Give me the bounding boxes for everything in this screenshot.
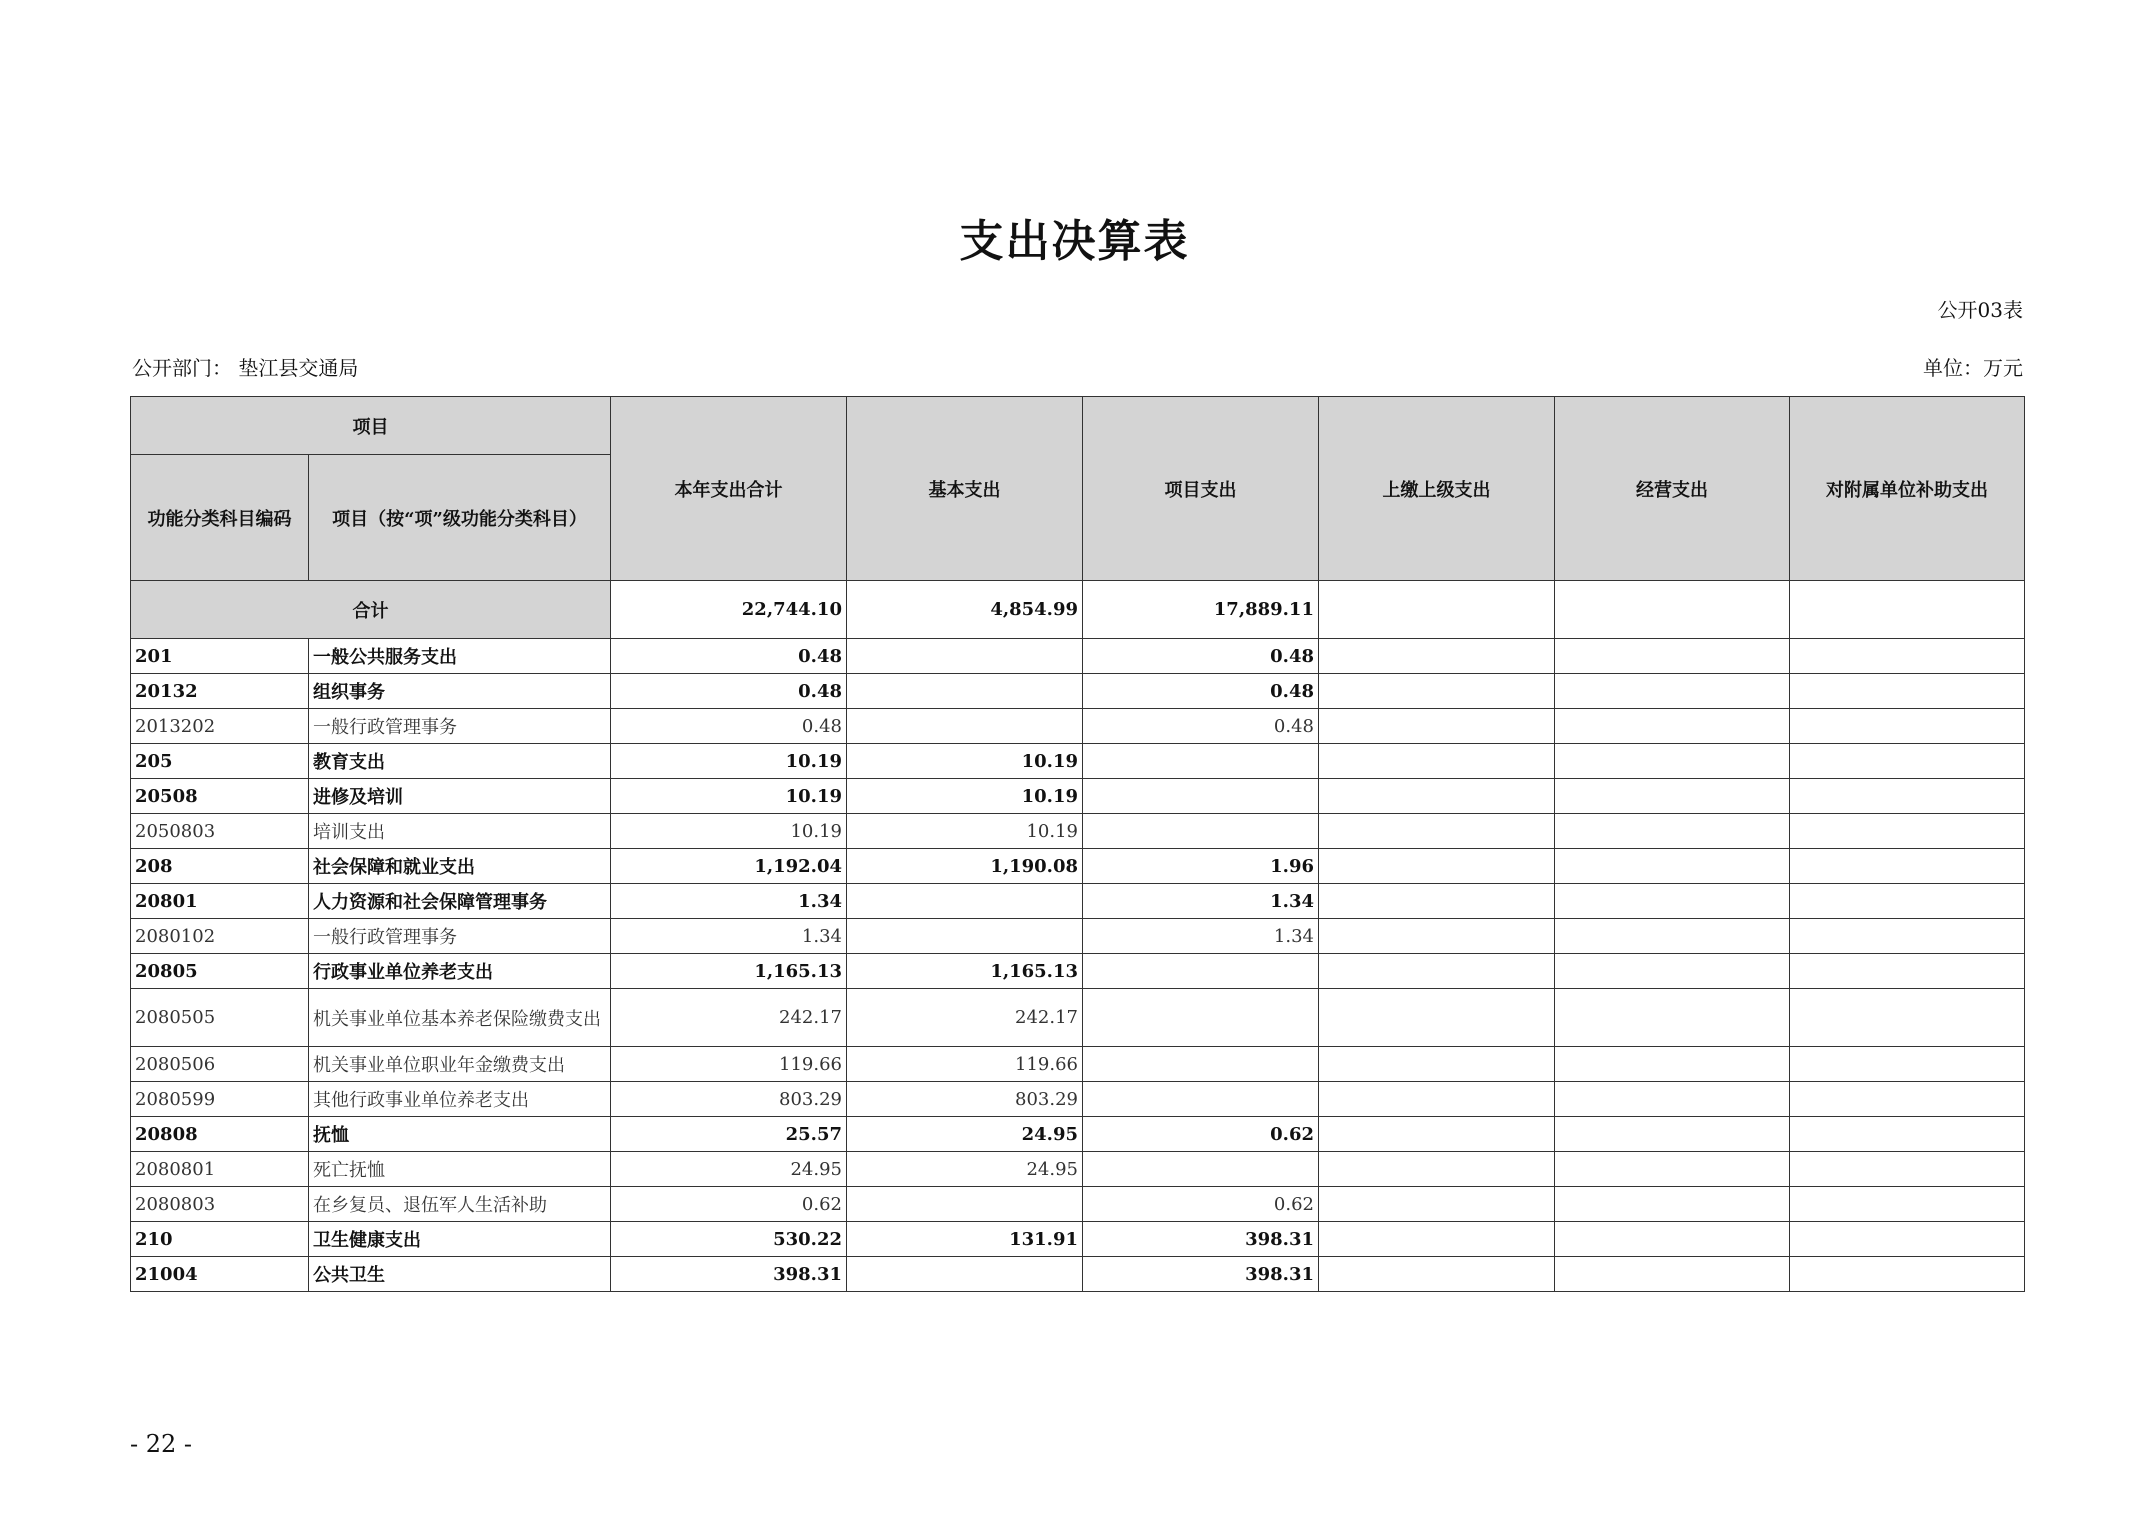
- header-code: 功能分类科目编码: [131, 455, 309, 581]
- total-business: [1555, 581, 1790, 639]
- row-code: 2080102: [131, 919, 309, 954]
- total-row: [131, 581, 2025, 639]
- total-project: 17,889.11: [1083, 581, 1319, 639]
- row-business: [1555, 779, 1790, 814]
- row-upper: [1319, 744, 1555, 779]
- header-total: 本年支出合计: [611, 397, 847, 581]
- row-business: [1555, 709, 1790, 744]
- row-project: 0.62: [1083, 1117, 1319, 1152]
- row-upper: [1319, 1047, 1555, 1082]
- row-upper: [1319, 919, 1555, 954]
- table-row: [131, 849, 2025, 884]
- row-subsidy: [1790, 1187, 2025, 1222]
- row-name: 机关事业单位职业年金缴费支出: [309, 1047, 611, 1082]
- row-name: 抚恤: [309, 1117, 611, 1152]
- header-name: 项目（按“项”级功能分类科目）: [309, 455, 611, 581]
- row-subsidy: [1790, 919, 2025, 954]
- row-total: 119.66: [611, 1047, 847, 1082]
- row-basic: 24.95: [847, 1117, 1083, 1152]
- row-code: 2013202: [131, 709, 309, 744]
- table-row: [131, 1152, 2025, 1187]
- row-upper: [1319, 849, 1555, 884]
- row-project: 1.34: [1083, 884, 1319, 919]
- row-name: 卫生健康支出: [309, 1222, 611, 1257]
- table-row: [131, 919, 2025, 954]
- row-project: [1083, 1047, 1319, 1082]
- row-total: 10.19: [611, 814, 847, 849]
- row-business: [1555, 919, 1790, 954]
- table-row: [131, 1257, 2025, 1292]
- table-row: [131, 744, 2025, 779]
- row-project: [1083, 779, 1319, 814]
- table-row: [131, 954, 2025, 989]
- header-upper: 上缴上级支出: [1319, 397, 1555, 581]
- total-sum: 22,744.10: [611, 581, 847, 639]
- row-name: 行政事业单位养老支出: [309, 954, 611, 989]
- row-project: [1083, 744, 1319, 779]
- row-subsidy: [1790, 744, 2025, 779]
- table-row: [131, 989, 2025, 1047]
- row-code: 208: [131, 849, 309, 884]
- row-code: 201: [131, 639, 309, 674]
- table-row: [131, 884, 2025, 919]
- row-total: 10.19: [611, 744, 847, 779]
- row-project: 1.34: [1083, 919, 1319, 954]
- row-upper: [1319, 1222, 1555, 1257]
- row-basic: 10.19: [847, 779, 1083, 814]
- row-project: [1083, 814, 1319, 849]
- row-project: 1.96: [1083, 849, 1319, 884]
- row-total: 1,192.04: [611, 849, 847, 884]
- row-basic: 119.66: [847, 1047, 1083, 1082]
- row-basic: 24.95: [847, 1152, 1083, 1187]
- row-code: 2080599: [131, 1082, 309, 1117]
- row-business: [1555, 1222, 1790, 1257]
- row-business: [1555, 1082, 1790, 1117]
- row-subsidy: [1790, 709, 2025, 744]
- row-business: [1555, 1152, 1790, 1187]
- page-number: - 22 -: [130, 1430, 193, 1458]
- row-name: 人力资源和社会保障管理事务: [309, 884, 611, 919]
- table-row: [131, 674, 2025, 709]
- row-total: 0.48: [611, 639, 847, 674]
- row-name: 培训支出: [309, 814, 611, 849]
- total-label: 合计: [131, 581, 611, 639]
- form-number: 公开03表: [1937, 298, 2023, 322]
- row-name: 教育支出: [309, 744, 611, 779]
- table-row: [131, 1187, 2025, 1222]
- row-basic: [847, 709, 1083, 744]
- row-name: 其他行政事业单位养老支出: [309, 1082, 611, 1117]
- row-basic: [847, 639, 1083, 674]
- row-code: 2080505: [131, 989, 309, 1047]
- row-code: 20808: [131, 1117, 309, 1152]
- row-basic: [847, 1257, 1083, 1292]
- row-business: [1555, 989, 1790, 1047]
- row-business: [1555, 1257, 1790, 1292]
- row-name: 组织事务: [309, 674, 611, 709]
- table-row: [131, 639, 2025, 674]
- row-code: 2080803: [131, 1187, 309, 1222]
- row-upper: [1319, 674, 1555, 709]
- row-total: 0.62: [611, 1187, 847, 1222]
- table-row: [131, 1047, 2025, 1082]
- row-basic: 131.91: [847, 1222, 1083, 1257]
- row-basic: [847, 674, 1083, 709]
- row-upper: [1319, 1082, 1555, 1117]
- row-business: [1555, 954, 1790, 989]
- row-business: [1555, 884, 1790, 919]
- unit-label: 单位：万元: [1923, 356, 2023, 380]
- row-code: 20801: [131, 884, 309, 919]
- row-upper: [1319, 814, 1555, 849]
- row-upper: [1319, 1187, 1555, 1222]
- row-basic: 10.19: [847, 814, 1083, 849]
- row-code: 20508: [131, 779, 309, 814]
- row-business: [1555, 849, 1790, 884]
- row-basic: 1,190.08: [847, 849, 1083, 884]
- row-project: 0.62: [1083, 1187, 1319, 1222]
- row-name: 社会保障和就业支出: [309, 849, 611, 884]
- row-business: [1555, 639, 1790, 674]
- row-total: 1.34: [611, 884, 847, 919]
- header-basic: 基本支出: [847, 397, 1083, 581]
- header-project-group: 项目: [131, 397, 611, 455]
- header-project: 项目支出: [1083, 397, 1319, 581]
- row-project: 0.48: [1083, 709, 1319, 744]
- row-subsidy: [1790, 779, 2025, 814]
- row-project: [1083, 989, 1319, 1047]
- row-subsidy: [1790, 1152, 2025, 1187]
- row-subsidy: [1790, 674, 2025, 709]
- row-total: 398.31: [611, 1257, 847, 1292]
- row-total: 803.29: [611, 1082, 847, 1117]
- row-upper: [1319, 1257, 1555, 1292]
- total-upper: [1319, 581, 1555, 639]
- row-name: 在乡复员、退伍军人生活补助: [309, 1187, 611, 1222]
- row-project: [1083, 1082, 1319, 1117]
- row-total: 530.22: [611, 1222, 847, 1257]
- row-code: 205: [131, 744, 309, 779]
- row-code: 20132: [131, 674, 309, 709]
- row-project: 398.31: [1083, 1222, 1319, 1257]
- row-name: 死亡抚恤: [309, 1152, 611, 1187]
- row-subsidy: [1790, 849, 2025, 884]
- total-subsidy: [1790, 581, 2025, 639]
- expenditure-table: [130, 396, 2025, 1292]
- row-upper: [1319, 1152, 1555, 1187]
- row-subsidy: [1790, 954, 2025, 989]
- row-project: [1083, 954, 1319, 989]
- row-total: 1,165.13: [611, 954, 847, 989]
- department-label: 公开部门： 垫江县交通局: [132, 356, 359, 380]
- row-upper: [1319, 639, 1555, 674]
- row-code: 2050803: [131, 814, 309, 849]
- table-row: [131, 814, 2025, 849]
- row-code: 210: [131, 1222, 309, 1257]
- table-row: [131, 1082, 2025, 1117]
- row-name: 一般公共服务支出: [309, 639, 611, 674]
- row-business: [1555, 814, 1790, 849]
- row-subsidy: [1790, 814, 2025, 849]
- row-name: 一般行政管理事务: [309, 709, 611, 744]
- row-basic: 1,165.13: [847, 954, 1083, 989]
- total-basic: 4,854.99: [847, 581, 1083, 639]
- row-subsidy: [1790, 884, 2025, 919]
- row-business: [1555, 674, 1790, 709]
- row-name: 机关事业单位基本养老保险缴费支出: [309, 989, 611, 1047]
- row-name: 一般行政管理事务: [309, 919, 611, 954]
- row-total: 10.19: [611, 779, 847, 814]
- row-name: 进修及培训: [309, 779, 611, 814]
- row-subsidy: [1790, 989, 2025, 1047]
- row-upper: [1319, 779, 1555, 814]
- table-row: [131, 1222, 2025, 1257]
- page-title: 支出决算表: [959, 216, 1190, 267]
- row-project: 0.48: [1083, 639, 1319, 674]
- row-upper: [1319, 1117, 1555, 1152]
- row-code: 2080801: [131, 1152, 309, 1187]
- row-subsidy: [1790, 1047, 2025, 1082]
- row-name: 公共卫生: [309, 1257, 611, 1292]
- row-basic: [847, 884, 1083, 919]
- row-code: 20805: [131, 954, 309, 989]
- row-subsidy: [1790, 639, 2025, 674]
- row-upper: [1319, 884, 1555, 919]
- row-project: 398.31: [1083, 1257, 1319, 1292]
- row-project: [1083, 1152, 1319, 1187]
- row-total: 24.95: [611, 1152, 847, 1187]
- row-total: 25.57: [611, 1117, 847, 1152]
- row-basic: [847, 919, 1083, 954]
- row-total: 242.17: [611, 989, 847, 1047]
- row-business: [1555, 1047, 1790, 1082]
- row-basic: 10.19: [847, 744, 1083, 779]
- row-business: [1555, 1187, 1790, 1222]
- row-total: 0.48: [611, 674, 847, 709]
- row-total: 0.48: [611, 709, 847, 744]
- row-business: [1555, 1117, 1790, 1152]
- table-row: [131, 709, 2025, 744]
- row-basic: 242.17: [847, 989, 1083, 1047]
- row-code: 2080506: [131, 1047, 309, 1082]
- header-business: 经营支出: [1555, 397, 1790, 581]
- row-project: 0.48: [1083, 674, 1319, 709]
- row-basic: [847, 1187, 1083, 1222]
- row-code: 21004: [131, 1257, 309, 1292]
- row-total: 1.34: [611, 919, 847, 954]
- row-upper: [1319, 709, 1555, 744]
- row-subsidy: [1790, 1082, 2025, 1117]
- header-subsidy: 对附属单位补助支出: [1790, 397, 2025, 581]
- table-row: [131, 1117, 2025, 1152]
- row-subsidy: [1790, 1222, 2025, 1257]
- row-upper: [1319, 989, 1555, 1047]
- row-basic: 803.29: [847, 1082, 1083, 1117]
- table-row: [131, 779, 2025, 814]
- row-upper: [1319, 954, 1555, 989]
- row-subsidy: [1790, 1257, 2025, 1292]
- row-subsidy: [1790, 1117, 2025, 1152]
- row-business: [1555, 744, 1790, 779]
